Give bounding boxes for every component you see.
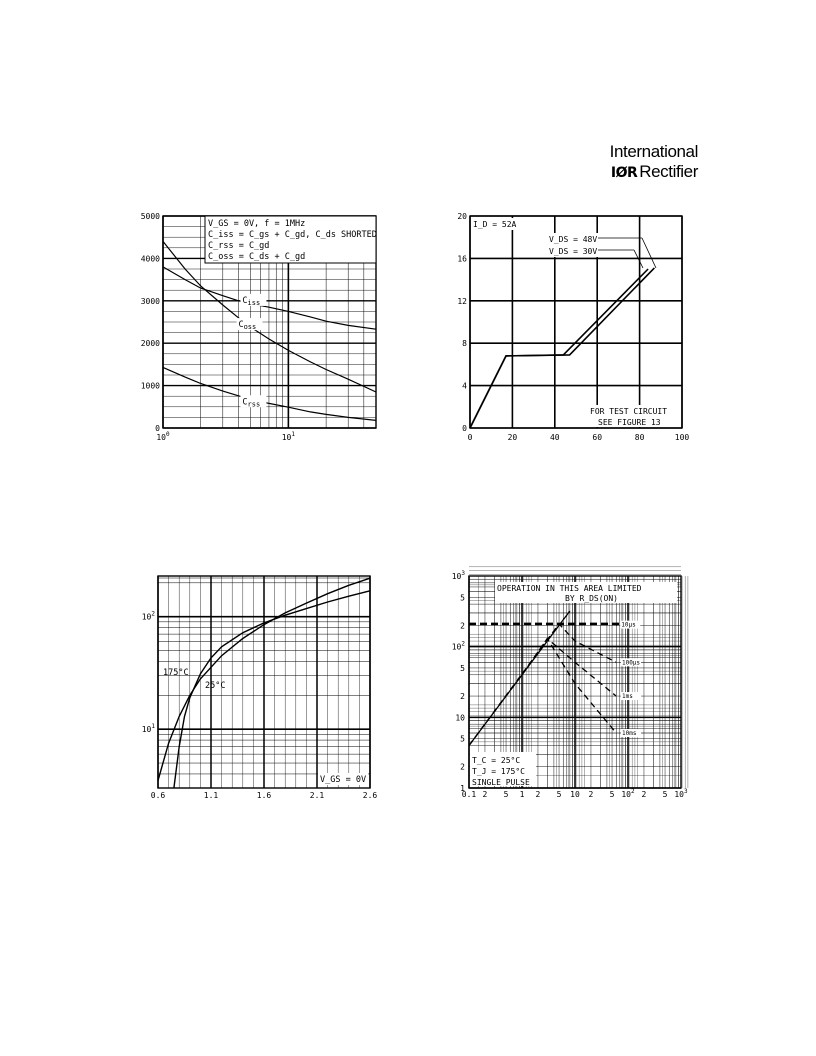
chart1-y-tick-label: 1000: [140, 381, 160, 391]
chart4-x-tick-label: $10^3$: [674, 788, 688, 799]
chart1-series: [163, 241, 376, 420]
chart1-series-label: $C_{rss}$: [242, 397, 261, 409]
chart1-legend-line-2: C_iss = C_gs + C_gd, C_ds SHORTED: [208, 230, 377, 240]
chart4-x-tick-label: 2: [535, 790, 541, 799]
chart2-note-line-2: SEE FIGURE 13: [598, 418, 661, 427]
chart3-grid: [158, 576, 370, 788]
chart4-y-tick-label: 5: [460, 663, 465, 673]
chart4-pulse-label: 10ms: [621, 730, 637, 738]
chart4-x-tick-label: $10^2$: [621, 788, 635, 799]
chart4-y-tick-label: 1: [460, 784, 465, 793]
chart4-x-tick-labels: [462, 788, 688, 799]
chart1-line-c-oss: [163, 241, 376, 392]
chart3-y-tick-label: $10^2$: [141, 610, 155, 622]
chart3-label-175c: 175°C: [163, 668, 189, 678]
chart2-y-tick-label: 4: [462, 381, 467, 391]
chart2-x-tick-label: 20: [507, 433, 518, 442]
chart3-x-tick-label: 2.6: [362, 791, 378, 800]
chart4-x-tick-label: 10: [570, 790, 580, 799]
chart1-line-c-rss: [163, 367, 376, 420]
chart3-x-tick-label: 2.1: [309, 791, 325, 800]
chart4-pulse-label: 1ms: [621, 693, 633, 701]
chart1-series-labels: [236, 294, 266, 408]
chart4-x-tick-label: 5: [609, 790, 615, 799]
chart4-y-tick-label: 2: [460, 621, 465, 631]
diode-forward-chart: [140, 568, 390, 808]
company-logo: [600, 142, 700, 184]
chart1-y-tick-label: 0: [155, 424, 160, 433]
chart4-tc-annotation: T_C = 25°C: [472, 756, 521, 765]
chart2-x-tick-label: 60: [592, 433, 603, 442]
chart2-x-tick-label: 80: [634, 433, 645, 442]
chart2-y-tick-label: 8: [462, 339, 467, 349]
chart4-y-tick-label: 2: [460, 692, 465, 702]
chart4-x-tick-label: 1: [519, 790, 525, 799]
chart3-y-tick-label: $10^1$: [141, 723, 155, 735]
chart2-y-tick-label: 16: [457, 254, 467, 264]
chart4-series: [469, 611, 620, 746]
chart4-tj-annotation: T_J = 175°C: [472, 767, 525, 776]
chart1-y-tick-label: 5000: [140, 212, 160, 221]
chart4-x-tick-label: 5: [556, 790, 562, 799]
chart2-y-tick-labels: [457, 212, 467, 433]
logo-line-international: International: [609, 142, 698, 161]
chart4-y-tick-label: 5: [460, 593, 465, 603]
chart2-legend-48v: V_DS = 48V: [549, 235, 598, 244]
chart2-x-tick-label: 40: [549, 433, 560, 442]
chart4-pulse-label: 10µs: [621, 621, 636, 629]
chart1-y-tick-label: 4000: [140, 254, 160, 264]
chart3-y-tick-labels: [142, 611, 156, 734]
chart4-pulse-label: 100µs: [621, 659, 641, 667]
capacitance-chart: [140, 208, 390, 448]
gate-charge-chart: [450, 208, 700, 448]
chart1-y-tick-label: 3000: [140, 296, 160, 306]
chart2-id-annotation: I_D = 52A: [473, 220, 517, 229]
chart1-x-tick-label: $10^0$: [156, 431, 170, 442]
chart4-single-pulse: SINGLE PULSE: [472, 778, 530, 787]
chart4-note-line-2: BY R_DS(ON): [565, 594, 618, 603]
chart2-line-30v: [470, 269, 648, 428]
chart4-pulse-labels: [620, 621, 641, 737]
chart4-x-tick-label: 5: [503, 790, 509, 799]
chart3-x-tick-labels: [151, 791, 378, 800]
chart3-vgs-annotation: V_GS = 0V: [320, 775, 367, 785]
chart2-y-tick-label: 20: [457, 212, 467, 221]
chart1-x-tick-label: $10^1$: [281, 431, 296, 442]
chart2-y-tick-label: 12: [457, 296, 467, 306]
logo-mark-ior: IØR: [610, 165, 638, 181]
chart4-y-tick-label: $10^3$: [451, 570, 465, 581]
chart3-x-tick-label: 1.1: [203, 791, 219, 800]
chart4-x-tick-label: 5: [662, 790, 668, 799]
chart4-y-tick-label: 10: [455, 713, 465, 723]
chart3-line-25c: [174, 591, 370, 788]
chart2-y-tick-label: 0: [462, 424, 467, 433]
chart1-y-tick-labels: [141, 212, 160, 433]
chart3-x-tick-label: 1.6: [256, 791, 272, 800]
chart1-series-label: $C_{oss}$: [238, 320, 257, 332]
chart4-line-100-s: [469, 624, 616, 746]
chart2-note-line-1: FOR TEST CIRCUIT: [590, 407, 668, 416]
chart4-y-tick-label: 2: [460, 762, 465, 772]
chart2-x-tick-label: 100: [674, 433, 690, 442]
chart2-x-tick-labels: [468, 433, 690, 442]
chart2-series: [470, 268, 654, 428]
chart2-line-48v: [470, 268, 654, 428]
chart1-legend-line-3: C_rss = C_gd: [208, 241, 270, 251]
chart4-y-tick-labels: [452, 570, 466, 793]
chart2-x-tick-label: 0: [467, 433, 473, 442]
chart4-x-tick-label: 2: [482, 790, 488, 799]
chart4-y-tick-label: 5: [460, 734, 465, 744]
chart4-line-10-s: [469, 624, 620, 625]
chart1-line-c-iss: [163, 267, 376, 332]
chart2-legend-30v: V_DS = 30V: [549, 247, 598, 256]
chart1-legend-line-4: C_oss = C_ds + C_gd: [208, 252, 306, 262]
safe-operating-area-chart: [440, 560, 700, 810]
logo-line-rectifier: [611, 162, 698, 182]
chart4-note-line-1: OPERATION IN THIS AREA LIMITED: [497, 584, 642, 593]
chart4-x-tick-label: 2: [588, 790, 594, 799]
chart4-x-tick-label: 2: [641, 790, 647, 799]
chart1-legend-line-1: V_GS = 0V, f = 1MHz: [208, 219, 306, 229]
chart3-x-tick-label: 0.6: [150, 791, 166, 800]
chart4-x-tick-label: 0.1: [461, 790, 477, 799]
chart1-legend-box: [205, 216, 377, 263]
chart1-series-label: $C_{iss}$: [242, 295, 261, 307]
chart1-x-tick-labels: [156, 431, 295, 442]
chart1-y-tick-label: 2000: [140, 339, 160, 349]
chart4-line-10ms: [469, 639, 616, 746]
logo-rectifier-text: Rectifier: [639, 162, 698, 181]
chart4-y-tick-label: $10^2$: [451, 640, 465, 652]
chart3-label-25c: 25°C: [205, 681, 226, 691]
